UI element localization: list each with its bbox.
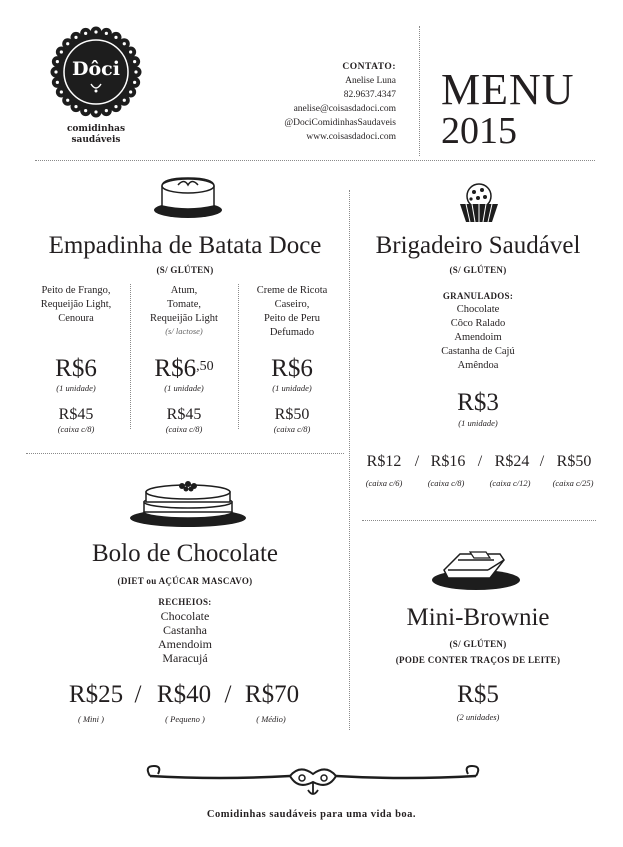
empadinha-box-note: (caixa c/8) — [165, 424, 203, 434]
logo-bead-dot — [56, 81, 59, 84]
granulado-item: Castanha de Cajú — [441, 346, 515, 357]
main-column-divider — [349, 190, 350, 730]
price-separator: / — [414, 453, 420, 470]
header-divider — [419, 26, 420, 156]
logo-bead-dot — [105, 109, 108, 112]
tagline-line2: saudáveis — [71, 135, 121, 145]
empadinha-box-price: R$45 — [166, 406, 202, 423]
empadinha-option — [242, 284, 342, 340]
bolo-size-note: ( Mini ) — [78, 714, 104, 724]
brigadeiro-box-price: R$12 — [366, 453, 402, 470]
logo-bead-dot — [66, 42, 69, 45]
recheio-item: Chocolate — [160, 609, 210, 623]
empadinha-price: R$6 — [271, 355, 313, 382]
brownie-subtitle: (S/ GLÚTEN) — [449, 639, 507, 649]
price-main: R$6 — [154, 355, 197, 382]
brownie-illustration — [430, 546, 522, 592]
logo-word: Dôci — [72, 58, 120, 80]
bolo-size-note: ( Médio) — [256, 714, 286, 724]
lactose-note: (s/ lactose) — [165, 326, 203, 336]
contact-block — [240, 60, 396, 144]
contact-phone: 82.9637.4347 — [343, 90, 396, 100]
contact-email: anelise@coisasdadoci.com — [293, 104, 396, 114]
logo-bead-dot — [114, 36, 117, 39]
logo-bead-dot — [84, 109, 87, 112]
empadinha-price-unit: (1 unidade) — [164, 383, 204, 393]
granulado-item: Côco Ralado — [450, 318, 506, 329]
flavor-line: Requeijão Light, — [40, 299, 112, 310]
brand-tagline — [50, 124, 142, 146]
logo-bead-dot — [133, 81, 136, 84]
bolo-price: R$70 — [244, 681, 300, 708]
logo-bead-dot — [129, 90, 132, 93]
flavor-line: Caseiro, — [274, 299, 310, 310]
bolo-title: Bolo de Chocolate — [91, 540, 279, 567]
price-separator: / — [224, 681, 232, 708]
flavor-line: Defumado — [269, 327, 315, 338]
right-section-rule — [362, 520, 596, 521]
empadinha-price-unit: (1 unidade) — [56, 383, 96, 393]
bolo-price: R$25 — [68, 681, 124, 708]
flavor-line: Peito de Peru — [264, 313, 320, 324]
brigadeiro-box-note: (caixa c/8) — [427, 478, 465, 488]
brigadeiro-box-note: (caixa c/25) — [552, 478, 594, 488]
tagline-line1: comidinhas — [66, 124, 126, 134]
contact-website: www.coisasdadoci.com — [306, 132, 396, 142]
empadinha-box-price: R$50 — [274, 406, 310, 423]
empadinha-box-note: (caixa c/8) — [273, 424, 311, 434]
contact-name: Anelise Luna — [345, 76, 396, 86]
logo-bead-dot — [105, 32, 108, 35]
flavor-line: Peito de Frango, — [41, 285, 111, 296]
brigadeiro-box-note: (caixa c/6) — [365, 478, 403, 488]
granulados-list — [360, 303, 596, 373]
brigadeiro-illustration — [456, 182, 502, 224]
recheios-list — [30, 609, 340, 665]
granulado-item: Amendoim — [454, 332, 502, 343]
empadinha-box-note: (caixa c/8) — [57, 424, 95, 434]
price-separator: / — [134, 681, 142, 708]
logo-bead-dot — [129, 50, 132, 53]
logo-bead-dot — [114, 105, 117, 108]
bolo-price: R$40 — [156, 681, 212, 708]
logo-bead-dot — [94, 110, 97, 113]
brownie-price: R$5 — [457, 681, 499, 708]
footer-slogan: Comidinhas saudáveis para uma vida boa. — [206, 809, 417, 820]
flavor-line: Requeijão Light — [150, 313, 218, 324]
logo-swirl-icon — [88, 82, 104, 94]
logo-bead-dot — [123, 99, 126, 102]
granulados-label: GRANULADOS: — [442, 291, 514, 301]
empadinha-col-divider-2 — [238, 284, 239, 429]
brigadeiro-price-unit: (1 unidade) — [458, 418, 498, 428]
empadinha-option — [26, 284, 126, 326]
brigadeiro-title: Brigadeiro Saudável — [375, 232, 581, 259]
left-section-rule — [26, 453, 344, 454]
flavor-line: Tomate, — [167, 299, 201, 310]
brownie-title: Mini-Brownie — [406, 604, 550, 631]
brownie-subtitle-2: (PODE CONTER TRAÇOS DE LEITE) — [395, 655, 561, 665]
menu-title: MENU — [441, 65, 575, 114]
brigadeiro-box-price: R$50 — [556, 453, 592, 470]
brigadeiro-box-price: R$16 — [430, 453, 466, 470]
contact-label: CONTATO: — [342, 62, 396, 72]
flavor-line: Atum, — [170, 285, 198, 296]
price-separator: / — [539, 453, 545, 470]
empadinha-title: Empadinha de Batata Doce — [48, 232, 322, 259]
flavor-line: Creme de Ricota — [256, 285, 328, 296]
empadinha-col-divider-1 — [130, 284, 131, 429]
footer-ornament — [140, 760, 486, 800]
recheio-item: Maracujá — [162, 651, 208, 665]
recheio-item: Castanha — [163, 623, 207, 637]
empadinha-option — [134, 284, 234, 336]
flavor-line: Cenoura — [58, 313, 94, 324]
empadinha-price-unit: (1 unidade) — [272, 383, 312, 393]
brigadeiro-subtitle: (S/ GLÚTEN) — [449, 265, 507, 275]
bolo-illustration — [126, 474, 250, 528]
empadinha-box-price: R$45 — [58, 406, 94, 423]
logo-bead-dot — [60, 90, 63, 93]
contact-social: @DociComidinhasSaudaveis — [284, 118, 396, 128]
header-rule — [35, 160, 595, 161]
empadinha-price — [134, 356, 234, 382]
empadinha-price: R$6 — [55, 355, 97, 382]
logo-bead-dot — [94, 30, 97, 33]
brigadeiro-price: R$3 — [457, 389, 499, 416]
recheio-item: Amendoim — [158, 637, 212, 651]
price-cents: ,50 — [196, 359, 214, 374]
recheios-label: RECHEIOS: — [158, 597, 212, 607]
price-separator: / — [477, 453, 483, 470]
granulado-item: Amêndoa — [457, 360, 499, 371]
logo-bead-dot — [66, 99, 69, 102]
logo-bead-dot — [74, 105, 77, 108]
menu-year: 2015 — [441, 110, 517, 152]
brigadeiro-box-note: (caixa c/12) — [489, 478, 531, 488]
empadinha-illustration — [150, 174, 226, 220]
bolo-size-note: ( Pequeno ) — [165, 714, 205, 724]
empadinha-subtitle: (S/ GLÚTEN) — [156, 265, 214, 275]
brigadeiro-box-price: R$24 — [494, 453, 530, 470]
logo-bead-dot — [123, 42, 126, 45]
logo-bead-dot — [84, 32, 87, 35]
logo-bead-dot — [60, 50, 63, 53]
brownie-price-unit: (2 unidades) — [456, 712, 500, 722]
granulado-item: Chocolate — [456, 304, 500, 315]
bolo-subtitle: (DIET ou AÇÚCAR MASCAVO) — [117, 576, 253, 586]
logo-bead-dot — [74, 36, 77, 39]
